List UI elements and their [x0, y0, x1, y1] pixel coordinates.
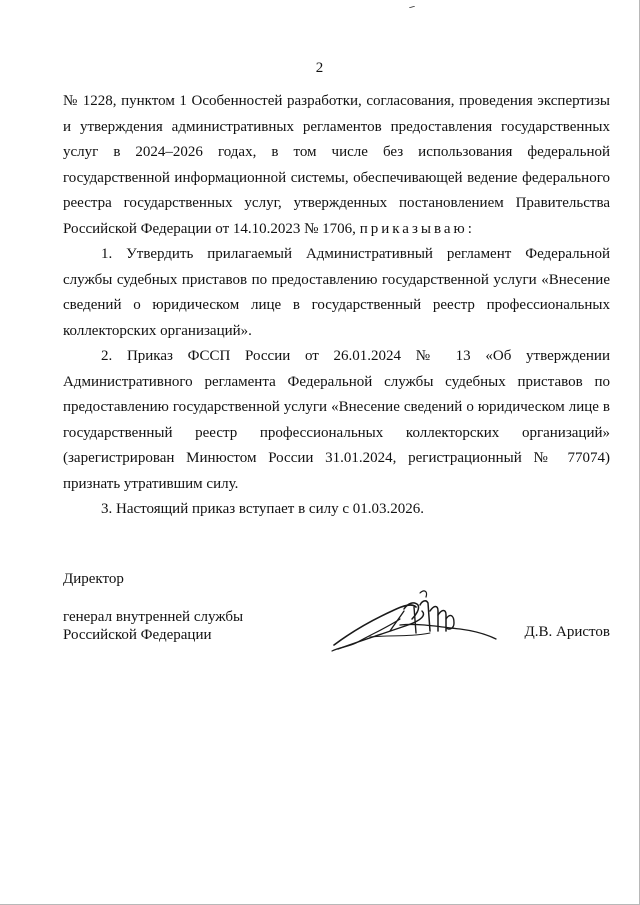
signatory-rank-line-2: Российской Федерации: [63, 627, 212, 643]
handwritten-signature: [330, 585, 500, 665]
scan-speck: [409, 6, 415, 8]
paragraph-continuation: [63, 89, 610, 242]
paragraph-colon: :: [467, 220, 472, 237]
document-body: [63, 89, 610, 523]
paragraph-item-3: 3. Настоящий приказ вступает в силу с 01.03.2026.: [101, 501, 424, 517]
paragraph-item-2: 2. Приказ ФССП России от 26.01.2024 № 13 «Об утверждении Административного регламента Федеральной службы судебных приставов по предоставлению государственной услуги «Внесение сведений о юридическом лице в государственный реестр профессиональных коллекторских организаций» (зарегистрирован Минюстом России 31.01.2024, регистрационный № 77074) признать утратившим силу.: [63, 348, 610, 492]
order-keyword: приказываю: [359, 220, 468, 237]
signatory-rank: [63, 608, 243, 644]
paragraph-text: № 1228, пунктом 1 Особенностей разработки, согласования, проведения экспертизы и утверждения административных регламентов предоставления государственных услуг в 2024–2026 годах, в том числе без использования федеральной государственной информационной системы, обеспечивающей ведение федерального реестра государственных услуг, утвержденных постановлением Правительства Российской Федерации от 14.10.2023 № 1706,: [63, 93, 610, 237]
paragraph-item-1: 1. Утвердить прилагаемый Административный регламент Федеральной службы судебных приставов по предоставлению государственной услуги «Внесение сведений о юридическом лице в государственный реестр профессиональных коллекторских организаций».: [63, 246, 610, 339]
signatory-name: Д.В. Аристов: [524, 624, 610, 640]
signatory-title: Директор: [63, 571, 124, 587]
page-number: 2: [315, 60, 324, 76]
signatory-rank-line-1: генерал внутренней службы: [63, 609, 244, 625]
